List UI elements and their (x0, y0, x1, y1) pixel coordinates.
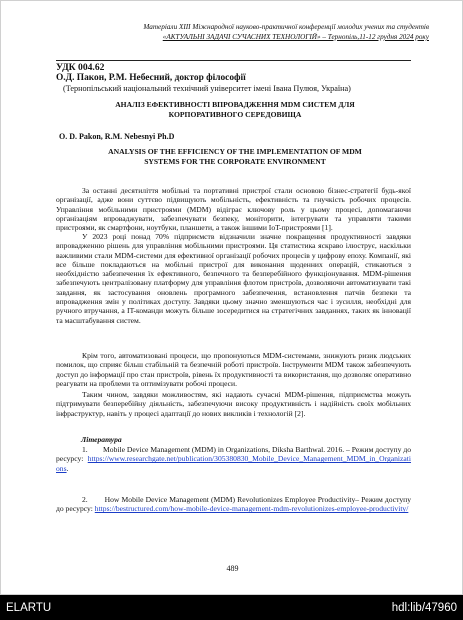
page-number: 489 (226, 564, 239, 573)
udk-code: УДК 004.62 (56, 62, 105, 73)
affiliation: (Тернопільський національний технічний університет імені Івана Пулюя, Україна) (63, 84, 351, 93)
repository-footer-bar (0, 595, 463, 620)
reference-1-link[interactable]: https://www.researchgate.net/publication/305380830_Mobile_Device_Management_MDM_in_Organizations (56, 454, 411, 473)
byline-en: O. D. Pakon, R.M. Nebesnyi Ph.D (59, 132, 175, 141)
literature-heading: Література (81, 435, 122, 444)
header-divider (56, 60, 411, 61)
reference-1-text: 1. Mobile Device Management (MDM) in Organizations, Diksha Barthwal. 2016. – Режим доступу до ресурсу: (56, 445, 411, 464)
authors-ua: О.Д. Пакон, Р.М. Небесний, доктор філософії (56, 73, 246, 83)
title-ua-line2: КОРПОРАТИВНОГО СЕРЕДОВИЩА (168, 110, 302, 119)
body-paragraph-1: За останні десятиліття мобільні та портативні пристрої стали основою бізнес-стратегії будь-якої організації, адже вони суттєво підвищують мобільність, ефективність та гнучкість робочих процесів. Управління мобільними пристроями (MDM) відіграє ключову роль у цьому процесі, допомагаючи організаціям впроваджувати, забезпечувати безпеку, моніторити, інтегрувати та управляти такими пристроями, як смартфони, ноутбуки, планшети, а також іншими IoT-пристроями [1]. (56, 186, 411, 233)
body-paragraph-4: Таким чином, завдяки можливостям, які надають сучасні MDM-рішення, підприємства можуть підтримувати безперебійну діяльність, забезпечуючи високу продуктивність і надійність своїх мобільних інфраструктур, навіть у процесі адаптації до нових викликів і технологій [2]. (56, 390, 411, 418)
title-en-line1: ANALYSIS OF THE EFFICIENCY OF THE IMPLEMENTATION OF MDM (108, 147, 362, 156)
handle-id[interactable]: hdl:lib/47960 (391, 602, 457, 614)
reference-2-text: 2. How Mobile Device Management (MDM) Revolutionizes Employee Productivity– Режим доступу до ресурсу: (56, 495, 411, 514)
body-paragraph-2: У 2023 році понад 70% підприємств відзначили значне покращення продуктивності завдяки впровадженню рішень для управління мобільними пристроями. Ця статистика яскраво ілюструє, наскільки важливими стали MDM-системи для ефективної організації робочих процесів у цифрову епоху. Компанії, які все більше покладаються на мобільні пристрої для виконання щоденних операцій, стикаються з необхідністю забезпечення їх ефективного, безпечного та безперебійного функціонування. MDM-рішення забезпечують централізовану платформу для управління флотом пристроїв, дозволяючи автоматизувати такі завдання, як застосування оновлень програмного забезпечення, встановлення патчів безпеки та впровадження змін у політиках доступу. Завдяки цьому значно зменшуються час і зусилля, необхідні для ручного втручання, а IT-команди можуть більше зосередитися на стратегічних завданнях, таких як інновації та масштабування систем. (56, 232, 411, 325)
conference-header-line1: Матеріали XIII Міжнародної науково-практичної конференції молодих учених та студентів (143, 23, 429, 31)
conference-header-line2: «АКТУАЛЬНІ ЗАДАЧІ СУЧАСНИХ ТЕХНОЛОГІЙ» – Тернопіль,11-12 грудня 2024 року (162, 33, 429, 41)
body-paragraph-3: Крім того, автоматизовані процеси, що пропонуються MDM-системами, знижують ризик людських помилок, що сприяє більш стабільній та безпечній роботі пристроїв. Інструменти MDM також забезпечують доступ до інформації про стан пристроїв, рівень їх продуктивності та використання, що дозволяє оперативно реагувати на проблеми та оптимізувати робочі процеси. (56, 351, 411, 388)
reference-1-tail: . (66, 463, 69, 473)
reference-1 (56, 445, 411, 473)
reference-2-link[interactable]: https://bestructured.com/how-mobile-device-management-mdm-revolutionizes-employee-productivity/ (94, 504, 409, 514)
repository-name: ELARTU (6, 602, 52, 614)
reference-2 (56, 495, 411, 514)
title-ua-line1: АНАЛІЗ ЕФЕКТИВНОСТІ ВПРОВАДЖЕННЯ MDM СИСТЕМ ДЛЯ (115, 100, 355, 109)
title-en-line2: SYSTEMS FOR THE CORPORATE ENVIRONMENT (144, 157, 326, 166)
